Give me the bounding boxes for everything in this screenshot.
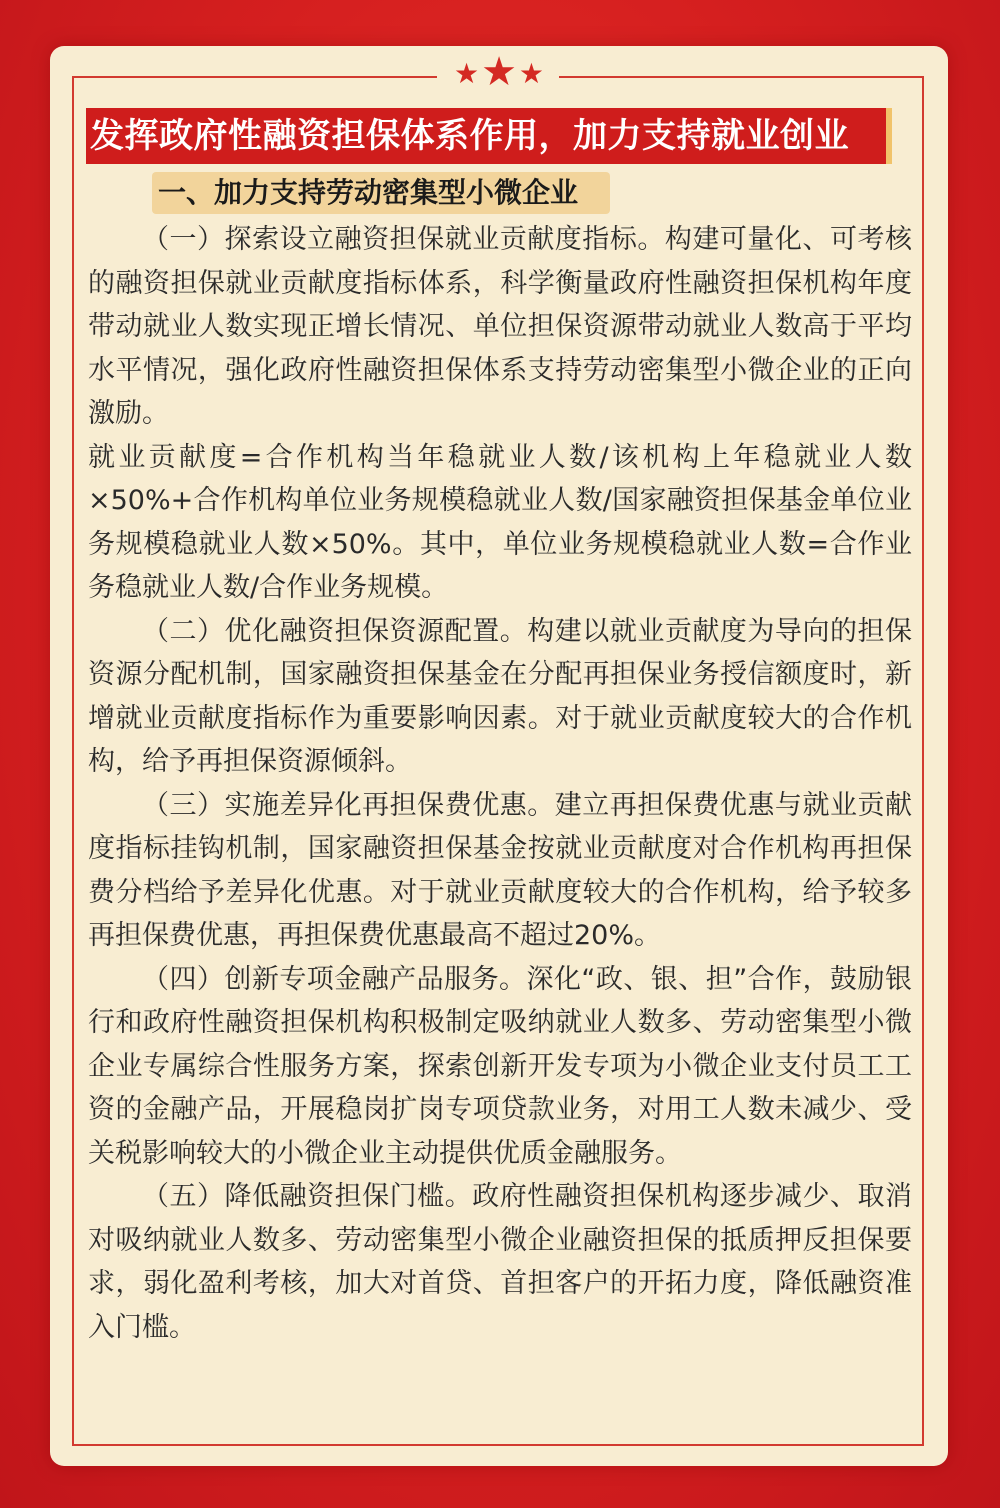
paragraph-formula: 就业贡献度=合作机构当年稳就业人数/该机构上年稳就业人数×50%+合作机构单位业务规模稳就业人数/国家融资担保基金单位业务规模稳就业人数×50%。其中，单位业务规模稳就业人数=合作业务稳就业人数/合作业务规模。 — [88, 441, 912, 603]
content-card — [50, 46, 948, 1466]
title-accent-bar — [886, 108, 892, 164]
star-icon: ★ — [518, 57, 545, 90]
section-heading: 一、加力支持劳动密集型小微企业 — [152, 172, 610, 214]
paragraph-1: （一）探索设立融资担保就业贡献度指标。构建可量化、可考核的融资担保就业贡献度指标体系，科学衡量政府性融资担保机构年度带动就业人数实现正增长情况、单位担保资源带动就业人数高于平均水平情况，强化政府性融资担保体系支持劳动密集型小微企业的正向激励。 — [88, 224, 912, 429]
paragraph-5: （五）降低融资担保门槛。政府性融资担保机构逐步减少、取消对吸纳就业人数多、劳动密集型小微企业融资担保的抵质押反担保要求，弱化盈利考核，加大对首贷、首担客户的开拓力度，降低融资准入门槛。 — [88, 1181, 912, 1343]
star-icon: ★ — [481, 49, 517, 95]
article-body — [88, 218, 912, 1349]
paragraph-4: （四）创新专项金融产品服务。深化“政、银、担”合作，鼓励银行和政府性融资担保机构积极制定吸纳就业人数多、劳动密集型小微企业专属综合性服务方案，探索创新开发专项为小微企业支付员工工资的金融产品，开展稳岗扩岗专项贷款业务，对用工人数未减少、受关税影响较大的小微企业主动提供优质金融服务。 — [88, 963, 912, 1169]
frame-top-line-left — [72, 76, 437, 78]
page-title: 发挥政府性融资担保体系作用，加力支持就业创业 — [86, 108, 892, 164]
paragraph-2: （二）优化融资担保资源配置。构建以就业贡献度为导向的担保资源分配机制，国家融资担保基金在分配再担保业务授信额度时，新增就业贡献度指标作为重要影响因素。对于就业贡献度较大的合作机构，给予再担保资源倾斜。 — [88, 615, 912, 777]
paragraph-3: （三）实施差异化再担保费优惠。建立再担保费优惠与就业贡献度指标挂钩机制，国家融资担保基金按就业贡献度对合作机构再担保费分档给予差异化优惠。对于就业贡献度较大的合作机构，给予较多再担保费优惠，再担保费优惠最高不超过20%。 — [88, 789, 912, 951]
frame-top-line-right — [559, 76, 924, 78]
star-icon: ★ — [453, 57, 480, 90]
star-decoration — [439, 49, 559, 95]
